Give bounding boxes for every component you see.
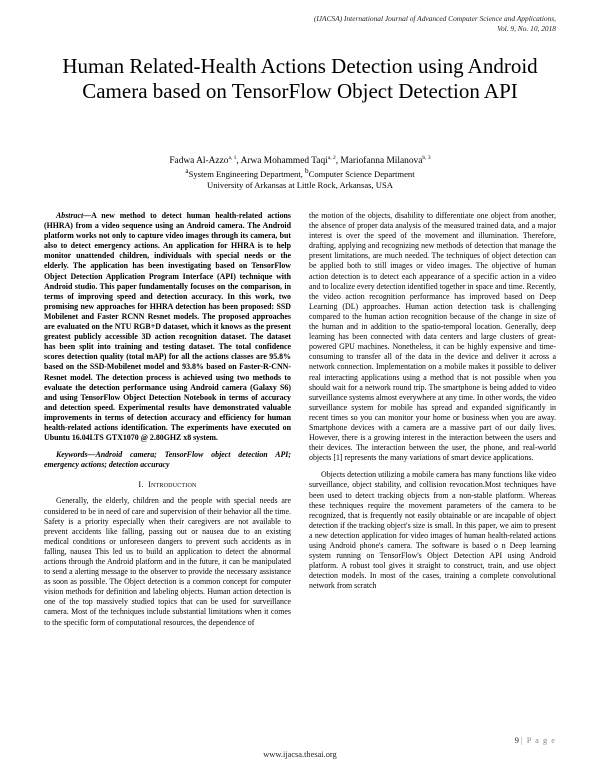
author-name: Fadwa Al-Azzo <box>169 156 229 167</box>
author-list: Fadwa Al-Azzo$^{a, 1}$, Arwa Mohammed Taqi$^{a, 2}$, Mariofanna Milanova$^{b, 3}$ <box>169 155 431 167</box>
journal-volume: Vol. 9, No. 10, 2018 <box>497 23 556 33</box>
abstract-text: —A new method to detect human health-related actions (HHRA) from a video sequence using an Android camera. The Android platform works not only to capture video images through its camera, but also to detect emergency actions. An application for HHRA is to help monitor unattended children, individuals with special needs or the elderly. The application has been investigating based on TensorFlow Object Detection Application Program Interface (API) technique with Android studio. This paper fundamentally focuses on the comparison, in terms of improving speed and detection accuracy. In this work, two promising new approaches for HHRA detection has been proposed: SSD Mobilenet and Faster RCNN Resnet models. The proposed approaches are evaluated on the NTU RGB+D dataset, which it knows as the present greatest publicly accessible 3D action recognition dataset. The dataset has been split into training and testing dataset. The total confidence scores detection quality (total mAP) for all the actions classes are 95.8% based on the SSD-Mobilenet model and 93.8% based on Faster-R-CNN-Resnet model. The detection process is achieved using two methods to evaluate the detection performance using Android camera (Galaxy S6) and using TensorFlow Object Detection Notebook in terms of accuracy and detection speed. Experimental results have demonstrated valuable improvements in terms of detection accuracy and efficiency for human health-related actions identification. The experiments have executed on Ubuntu 16.04LTS GTX1070 @ 2.80GHZ x8 system. <box>44 211 291 443</box>
running-head <box>196 14 556 33</box>
affiliation <box>40 166 560 191</box>
journal-name: (IJACSA) International Journal of Advanced Computer Science and Applications, <box>313 14 556 23</box>
journal-url: www.ijacsa.thesai.org <box>263 750 337 759</box>
abstract-lead: Abstract <box>56 211 84 220</box>
left-column <box>44 211 291 628</box>
intro-paragraph: Generally, the elderly, children and the people with special needs are considered to be in need of care and supervision of their behavior all the time. Safety is a priority especially when their caregivers are not available to prevent accidents like falling, passing out or nausea due to an existing medical conditions or unforeseen dangers to prevent such accidents as in falling, nausea This led us to build an application to detect the abnormal actions through the Android platform and in the future, it can be manipulated to send a alerting message to the observer to provide the necessary assistance as soon as possible. The Object detection is a common concept for computer vision methods for definition and labeling objects. Human action detection is one of the top massively studied topics that can be used for surveillance camera. Most of the techniques include substantial limitations when it comes to the specific form of computational resources, the dependence of <box>44 496 291 627</box>
paper-title: Human Related-Health Actions Detection using Android Camera based on TensorFlow Object Detection API <box>62 54 538 103</box>
author-sup: a, 2 <box>327 155 336 161</box>
author-name: Mariofanna Milanova <box>340 156 423 167</box>
abstract <box>44 211 291 443</box>
author-sup: a, 1 <box>228 155 237 161</box>
section-heading: I. Introduction <box>138 480 197 490</box>
body-paragraph: Objects detection utilizing a mobile camera has many functions like video surveillance, object stability, and collision revocation.Most techniques have been used to detect tracking objects from a non-stable platform. Whereas these techniques require the movement parameters of the camera to be recognized, that is frequently not easily obtainable or are incapable of object detection if the tracking object's size is small. In this paper, we aim to present a new detection application for video images of human health-related actions using Android phone's camera. The software is based o n Deep learning system running on TensorFlow's Object Detection API using Android platform. A robust tool gives it straight to construct, train, and use object detection models. In most of the cases, training a complete convolutional network from scratch <box>309 470 556 591</box>
right-column <box>309 211 556 591</box>
affiliation-university: University of Arkansas at Little Rock, Arkansas, USA <box>207 179 393 190</box>
body-paragraph: the motion of the objects, disability to differentiate one object from another, the absence of proper data analysis of the measured trained data, and a major interest is over the speed of the movement and illumination. Therefore, drafting, applying and recognizing new methods of detection that manage the present limitations, are much needed. The techniques of object detection can be applied both to still images or video images. The objective of human action detection is to detect each appearance of a specific action in a video and to localize every detection identified together in space and time. Recently, the video action recognition performance has improved based on Deep Learning (DL) approaches. Human action detection task is challenging compared to the human action recognition because of the change in size of the human and in addition to the spatio-temporal location. Generally, deep learning has been connected with data centers and large clusters of great-powered GPU machines. Nonetheless, it can be highly expensive and time-consuming to transfer all of the data in the device and deliver it across a network connection. Implementation on a mobile makes it possible to deliver real interacting applications using a method that is not possible when you should wait for a network round trip. The smartphone is being added to video surveillance systems almost everywhere at any time. In other words, the video surveillance system for mobile has spread and expanded significantly in recent times so you can monitor your home or business when you are away. Smartphone devices with a camera are a massive part of our daily lives. However, there is a growing interest in the interaction between the users and their devices. The interaction between the user, the phone, and real-world objects [1] represents the many variations of smart device applications. <box>309 211 556 463</box>
page-number: 9 | P a g e <box>514 736 556 745</box>
affiliation-departments: $^a$System Engineering Department, $^b$Computer Science Department <box>185 167 415 179</box>
keywords: Keywords—Android camera; TensorFlow object detection API; emergency actions; detection accuracy <box>44 450 291 470</box>
author-name: Arwa Mohammed Taqi <box>240 156 328 167</box>
author-sup: b, 3 <box>422 155 431 161</box>
